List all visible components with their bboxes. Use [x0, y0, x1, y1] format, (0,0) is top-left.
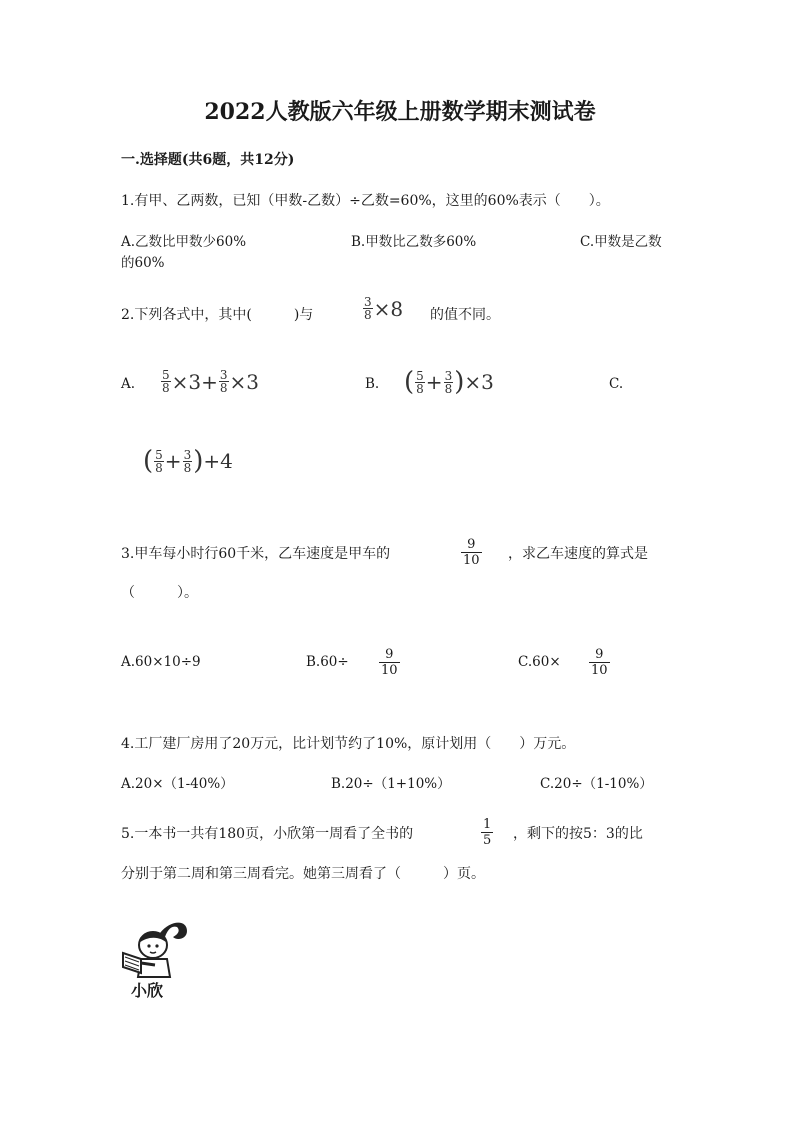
q3-option-c-fraction: [589, 647, 610, 678]
numerator: 3: [183, 447, 192, 462]
q3-fraction: [461, 537, 482, 568]
numerator: 5: [416, 368, 424, 383]
operator: ×3: [229, 369, 260, 394]
q1-option-a: A.乙数比甲数少60%: [121, 234, 247, 250]
avatar-label: 小欣: [131, 981, 164, 1000]
numerator: 3: [364, 295, 372, 309]
fraction: [219, 369, 229, 394]
q1-option-c: C.甲数是乙数: [580, 234, 662, 250]
q3-option-a: A.60×10÷9: [121, 654, 201, 670]
q3-option-b-fraction: [379, 647, 400, 678]
q5-fraction: [481, 817, 493, 848]
q1-text: 1.有甲、乙两数，已知（甲数-乙数）÷乙数=60%，这里的60%表示（ ）。: [121, 193, 610, 209]
denominator: 10: [463, 553, 480, 568]
operator: ×3: [464, 370, 494, 394]
q2-text-pre: 2.下列各式中，其中( )与: [121, 307, 314, 323]
q3-blank: （ ）。: [121, 585, 198, 601]
q4-option-b: B.20÷（1+10%）: [331, 776, 451, 792]
numerator: 9: [467, 537, 476, 552]
q2-expression: [362, 296, 403, 321]
q5-text-line2: 分别于第二周和第三周看完。她第三周看了（ ）页。: [121, 866, 485, 882]
page-title: 2022人教版六年级上册数学期末测试卷: [204, 99, 596, 125]
fraction: [444, 370, 454, 395]
q2-text-post: 的值不同。: [430, 307, 500, 323]
numerator: 9: [595, 647, 604, 662]
fraction: [415, 370, 425, 395]
denominator: 10: [591, 663, 608, 678]
section-heading: 一.选择题(共6题，共12分): [121, 152, 295, 168]
denominator: 10: [381, 663, 398, 678]
operator: +: [164, 449, 182, 473]
denominator: 8: [416, 381, 424, 396]
operator: +4: [203, 449, 233, 473]
paren: ): [193, 446, 204, 476]
denominator: 8: [162, 381, 170, 395]
denominator: 8: [155, 460, 163, 475]
expr-tail: ×8: [373, 296, 404, 321]
denominator: 8: [219, 381, 228, 395]
operator: +: [425, 370, 443, 394]
q3-option-c: C.60×: [518, 654, 561, 670]
q1-option-b: B.甲数比乙数多60%: [351, 234, 477, 250]
q4-option-a: A.20×（1-40%）: [121, 776, 234, 792]
fraction: [183, 449, 193, 474]
fraction: [154, 449, 164, 474]
q3-text-post: ，求乙车速度的算式是: [508, 546, 648, 562]
q3-text-pre: 3.甲车每小时行60千米，乙车速度是甲车的: [121, 546, 391, 562]
q4-text: 4.工厂建厂房用了20万元，比计划节约了10%，原计划用（ ）万元。: [121, 736, 576, 752]
q2-expr-fraction: [363, 296, 373, 321]
numerator: 9: [385, 647, 394, 662]
q5-text-post: ，剩下的按5：3的比: [513, 826, 643, 842]
denominator: 8: [444, 381, 453, 396]
denominator: 5: [483, 833, 492, 848]
operator: ×3+: [171, 369, 218, 394]
q2-option-c-label: C.: [609, 376, 624, 392]
paren: (: [143, 446, 154, 476]
denominator: 8: [364, 308, 372, 322]
numerator: 5: [155, 447, 163, 462]
q2-option-b-label: B.: [365, 376, 380, 392]
q4-option-c: C.20÷（1-10%）: [540, 776, 653, 792]
q2-option-a-expr: [160, 369, 259, 394]
numerator: 5: [162, 368, 170, 382]
paren: ): [454, 367, 465, 397]
q2-option-a-label: A.: [121, 376, 136, 392]
q2-option-b-expr: [404, 369, 494, 395]
q2-option-c-expr: [143, 448, 233, 474]
numerator: 3: [444, 368, 453, 383]
q5-text-pre: 5.一本书一共有180页，小欣第一周看了全书的: [121, 826, 414, 842]
q1-option-c-cont: 的60%: [121, 255, 165, 271]
fraction: [161, 369, 171, 394]
q3-option-b: B.60÷: [306, 654, 349, 670]
numerator: 3: [219, 368, 228, 382]
numerator: 1: [483, 817, 492, 832]
denominator: 8: [183, 460, 192, 475]
paren: (: [404, 367, 415, 397]
